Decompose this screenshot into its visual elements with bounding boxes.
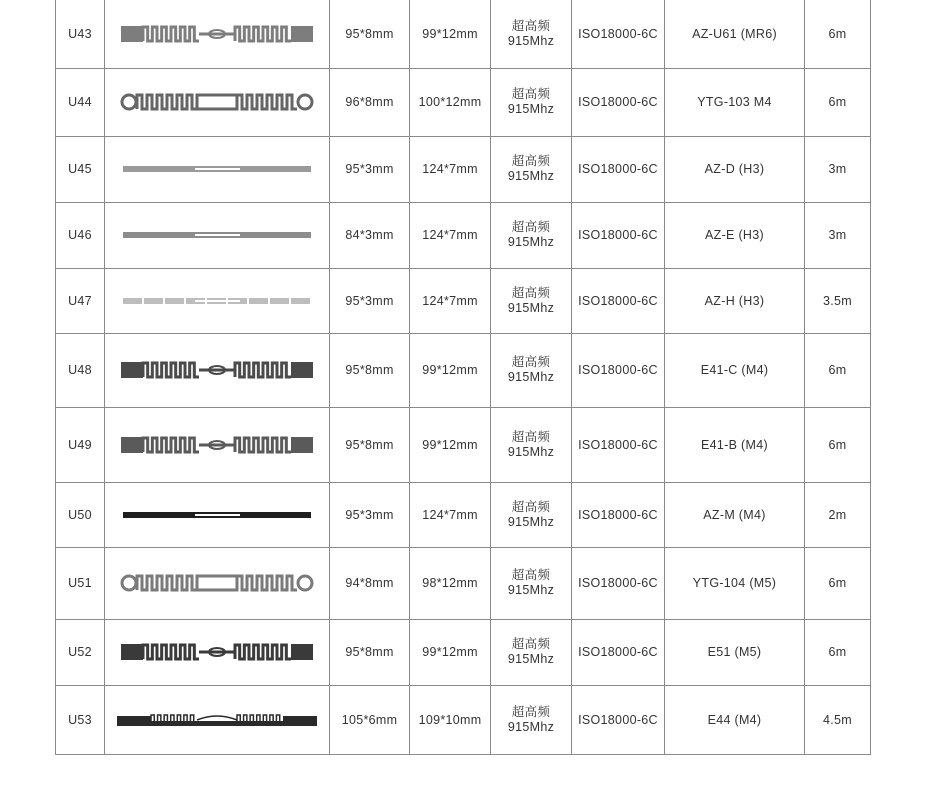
size-cell: 95*8mm (330, 333, 410, 407)
size-cell: 95*3mm (330, 268, 410, 333)
size-cell: 95*3mm (330, 482, 410, 547)
chip-cell: E44 (M4) (665, 685, 805, 754)
band-label: 超高频 (511, 87, 551, 101)
model-cell: U48 (56, 333, 105, 407)
size-cell: 105*6mm (330, 685, 410, 754)
frequency-cell (491, 202, 572, 268)
chip-cell: E51 (M5) (665, 619, 805, 685)
tag-image-cell (105, 268, 330, 333)
range-cell: 3m (805, 202, 871, 268)
protocol-cell: ISO18000-6C (572, 0, 665, 68)
table-row (56, 547, 871, 619)
inlay-cell: 99*12mm (410, 333, 491, 407)
range-cell: 6m (805, 547, 871, 619)
protocol-cell: ISO18000-6C (572, 268, 665, 333)
size-cell: 94*8mm (330, 547, 410, 619)
range-cell: 4.5m (805, 685, 871, 754)
range-cell: 6m (805, 407, 871, 482)
tag-image-cell (105, 685, 330, 754)
range-cell: 2m (805, 482, 871, 547)
tag-image-cell (105, 202, 330, 268)
protocol-cell: ISO18000-6C (572, 136, 665, 202)
table-row (56, 685, 871, 754)
model-cell: U43 (56, 0, 105, 68)
table-row (56, 0, 871, 68)
chip-cell: E41-C (M4) (665, 333, 805, 407)
size-cell: 96*8mm (330, 68, 410, 136)
tag-image-cell (105, 333, 330, 407)
antenna-meander-block-icon (117, 358, 317, 382)
chip-cell: AZ-H (H3) (665, 268, 805, 333)
frequency-value: 915Mhz (507, 652, 555, 666)
chip-cell: AZ-D (H3) (665, 136, 805, 202)
band-label: 超高频 (511, 154, 551, 168)
frequency-cell (491, 407, 572, 482)
tag-image-cell (105, 619, 330, 685)
frequency-cell (491, 333, 572, 407)
frequency-cell (491, 68, 572, 136)
protocol-cell: ISO18000-6C (572, 547, 665, 619)
tag-image-cell (105, 407, 330, 482)
frequency-value: 915Mhz (507, 300, 555, 315)
inlay-cell: 124*7mm (410, 202, 491, 268)
inlay-cell: 124*7mm (410, 268, 491, 333)
frequency-value: 915Mhz (507, 370, 555, 384)
protocol-cell: ISO18000-6C (572, 68, 665, 136)
model-cell: U47 (56, 268, 105, 333)
frequency-cell (491, 268, 572, 333)
inlay-cell: 99*12mm (410, 619, 491, 685)
table-row (56, 202, 871, 268)
size-cell: 95*8mm (330, 407, 410, 482)
tag-image-cell (105, 547, 330, 619)
antenna-meander-block-icon (117, 640, 317, 664)
model-cell: U50 (56, 482, 105, 547)
size-cell: 84*3mm (330, 202, 410, 268)
frequency-value: 915Mhz (507, 169, 555, 183)
protocol-cell: ISO18000-6C (572, 619, 665, 685)
chip-cell: AZ-M (M4) (665, 482, 805, 547)
band-label: 超高频 (511, 285, 551, 300)
band-label: 超高频 (511, 355, 551, 369)
table-row (56, 268, 871, 333)
protocol-cell: ISO18000-6C (572, 202, 665, 268)
chip-cell: AZ-U61 (MR6) (665, 0, 805, 68)
inlay-cell: 98*12mm (410, 547, 491, 619)
inlay-cell: 100*12mm (410, 68, 491, 136)
frequency-value: 915Mhz (507, 33, 555, 48)
frequency-cell (491, 685, 572, 754)
antenna-strip-icon (117, 223, 317, 247)
band-label: 超高频 (511, 704, 551, 719)
frequency-cell (491, 0, 572, 68)
table-row (56, 619, 871, 685)
range-cell: 6m (805, 68, 871, 136)
antenna-segmented-strip-icon (117, 289, 317, 313)
table-row (56, 482, 871, 547)
frequency-value: 915Mhz (507, 583, 555, 597)
frequency-cell (491, 482, 572, 547)
tag-image-cell (105, 136, 330, 202)
frequency-cell (491, 619, 572, 685)
tag-image-cell (105, 482, 330, 547)
antenna-meander-ring-icon (117, 90, 317, 114)
frequency-value: 915Mhz (507, 102, 555, 116)
frequency-value: 915Mhz (507, 719, 555, 734)
chip-cell: AZ-E (H3) (665, 202, 805, 268)
band-label: 超高频 (511, 429, 551, 444)
tag-image-cell (105, 68, 330, 136)
protocol-cell: ISO18000-6C (572, 333, 665, 407)
band-label: 超高频 (511, 18, 551, 33)
size-cell: 95*8mm (330, 0, 410, 68)
inlay-cell: 124*7mm (410, 136, 491, 202)
band-label: 超高频 (511, 499, 551, 514)
antenna-strip-icon (117, 503, 317, 527)
model-cell: U46 (56, 202, 105, 268)
antenna-meander-block-icon (117, 433, 317, 457)
antenna-meander-ring-icon (117, 571, 317, 595)
frequency-cell (491, 136, 572, 202)
size-cell: 95*3mm (330, 136, 410, 202)
tag-image-cell (105, 0, 330, 68)
protocol-cell: ISO18000-6C (572, 482, 665, 547)
chip-cell: YTG-103 M4 (665, 68, 805, 136)
table-row (56, 333, 871, 407)
antenna-meander-thin-icon (117, 708, 317, 732)
model-cell: U45 (56, 136, 105, 202)
rfid-tag-spec-table (55, 0, 871, 755)
range-cell: 6m (805, 619, 871, 685)
table-row (56, 136, 871, 202)
frequency-value: 915Mhz (507, 235, 555, 249)
antenna-meander-block-icon (117, 22, 317, 46)
model-cell: U52 (56, 619, 105, 685)
model-cell: U44 (56, 68, 105, 136)
size-cell: 95*8mm (330, 619, 410, 685)
range-cell: 6m (805, 333, 871, 407)
frequency-value: 915Mhz (507, 514, 555, 529)
band-label: 超高频 (511, 637, 551, 651)
protocol-cell: ISO18000-6C (572, 407, 665, 482)
range-cell: 6m (805, 0, 871, 68)
frequency-value: 915Mhz (507, 444, 555, 459)
inlay-cell: 99*12mm (410, 0, 491, 68)
chip-cell: YTG-104 (M5) (665, 547, 805, 619)
inlay-cell: 109*10mm (410, 685, 491, 754)
frequency-cell (491, 547, 572, 619)
band-label: 超高频 (511, 220, 551, 234)
band-label: 超高频 (511, 568, 551, 582)
antenna-strip-icon (117, 157, 317, 181)
model-cell: U49 (56, 407, 105, 482)
model-cell: U51 (56, 547, 105, 619)
protocol-cell: ISO18000-6C (572, 685, 665, 754)
model-cell: U53 (56, 685, 105, 754)
inlay-cell: 99*12mm (410, 407, 491, 482)
range-cell: 3.5m (805, 268, 871, 333)
range-cell: 3m (805, 136, 871, 202)
table-row (56, 68, 871, 136)
inlay-cell: 124*7mm (410, 482, 491, 547)
chip-cell: E41-B (M4) (665, 407, 805, 482)
table-row (56, 407, 871, 482)
